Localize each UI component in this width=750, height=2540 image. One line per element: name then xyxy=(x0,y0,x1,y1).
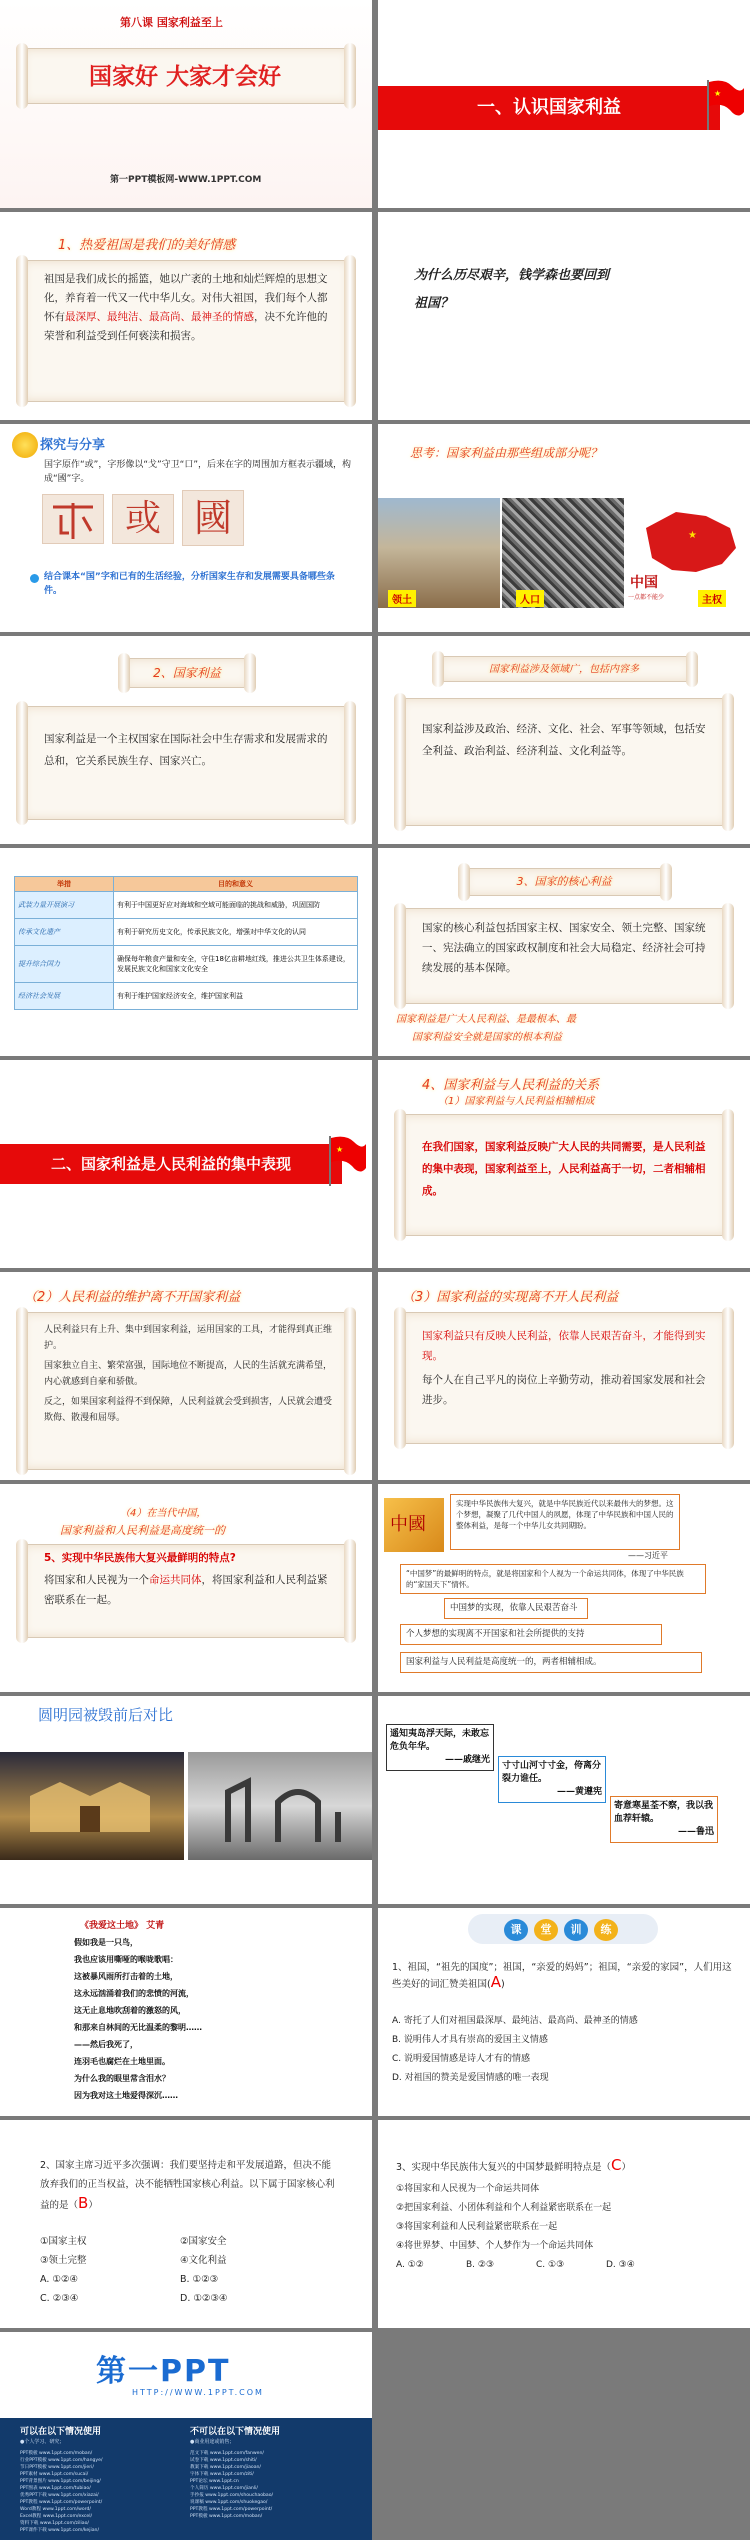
poem-title: 《我爱这土地》 艾青 xyxy=(80,1921,165,1931)
badge-letter: 训 xyxy=(564,1919,588,1941)
slide-realization xyxy=(378,1272,750,1480)
label-territory: 领土 xyxy=(388,590,416,607)
footer-link[interactable]: PPT教程 www.1ppt.com/powerpoint/ xyxy=(190,2507,273,2512)
footer-line-1: 国家利益是广大人民利益、是最根本、最 xyxy=(396,1014,576,1025)
option-a: A. 寄托了人们对祖国最深厚、最纯洁、最高尚、最神圣的情感 xyxy=(392,2016,638,2026)
poem-line: 这无止息地吹刮着的激怒的风， xyxy=(74,2006,186,2015)
question-end: ) xyxy=(500,1979,505,1990)
site-url: 第一PPT模板网-WWW.1PPT.COM xyxy=(110,175,262,185)
answer-highlight: 命运共同体 xyxy=(149,1574,202,1586)
row-measure: 传承文化遗产 xyxy=(15,919,114,946)
slide-core-interest xyxy=(378,848,750,1056)
option-b: B. ①②③ xyxy=(180,2274,219,2285)
option-c: C. ①③ xyxy=(536,2260,565,2270)
svg-text:中國: 中國 xyxy=(390,1514,426,1535)
question-2 xyxy=(40,2156,340,2215)
row-purpose: 有利于研究历史文化，传承民族文化，增强对中华文化的认同 xyxy=(114,919,358,946)
footer-link[interactable]: 教案下载 www.1ppt.com/jiaoan/ xyxy=(190,2465,261,2470)
items-list xyxy=(396,2180,736,2275)
option-b: B. 说明伟人才具有崇高的爱国主义情感 xyxy=(392,2035,548,2045)
cannot-use-title: 不可以在以下情况使用 xyxy=(190,2427,281,2437)
slide-heading: 2、国家利益 xyxy=(153,666,221,680)
option-d: D. ①②③④ xyxy=(180,2293,228,2304)
slide-subheading: 国家利益和人民利益是高度统一的 xyxy=(60,1524,225,1537)
slide-explore xyxy=(0,424,372,632)
options-list xyxy=(392,2012,736,2088)
poem-lines xyxy=(74,1934,314,2104)
slide-relationship xyxy=(378,1060,750,1268)
body-highlight: 最深厚、最纯洁、最高尚、最神圣的情感 xyxy=(65,311,254,323)
footer-line-2: 国家利益安全就是国家的根本利益 xyxy=(412,1032,562,1043)
slide-title: 圆明园被毁前后对比 xyxy=(38,1706,174,1724)
slide-heading: 国家利益涉及领域广，包括内容多 xyxy=(489,664,639,675)
slide-national-interest xyxy=(0,636,372,844)
poem-2-author: ——黄遵宪 xyxy=(556,1787,602,1797)
slide-heading: 3、国家的核心利益 xyxy=(516,875,612,888)
item-2: ②国家安全 xyxy=(180,2236,227,2247)
row-purpose: 确保每年粮食产量和安全，守住18亿亩耕地红线，推进公共卫生体系建设，发展民族文化和国家文化安全 xyxy=(114,946,358,983)
slide-heading: （4）在当代中国， xyxy=(120,1508,207,1519)
slide-heading: 4、国家利益与人民利益的关系 xyxy=(422,1078,600,1093)
item-2: ②把国家利益、小团体利益和个人利益紧密联系在一起 xyxy=(396,2203,612,2213)
answer-mark: C xyxy=(611,2156,622,2174)
china-text: 中国 xyxy=(630,575,658,591)
slide-cover xyxy=(0,0,372,208)
slide-practice-1 xyxy=(378,1908,750,2116)
header-measure: 举措 xyxy=(15,877,114,892)
poem-box-2 xyxy=(498,1756,606,1803)
poem-2: 寸寸山河寸寸金，侉离分裂力谁任。 xyxy=(502,1761,602,1784)
question-text: 为什么历尽艰辛，钱学森也要回到祖国？ xyxy=(414,268,610,311)
slide-section-1 xyxy=(378,0,750,208)
slide-practice-3 xyxy=(378,2120,750,2328)
body-text-3: 反之，如果国家利益得不到保障，人民利益就会受到损害，人民就会遭受欺侮、散漫和屈辱。 xyxy=(44,1397,333,1423)
body-text: 在我们国家，国家利益反映广大人民的共同需要，是人民利益的集中表现，国家利益至上，人民利益高于一切，二者相辅相成。 xyxy=(422,1141,706,1197)
measures-table xyxy=(14,876,358,1010)
china-dream-image xyxy=(384,1498,444,1552)
body-text: 国家的核心利益包括国家主权、国家安全、领土完整、国家统一、宪法确立的国家政权制度和社会大局稳定、经济社会可持续发展的基本保障。 xyxy=(422,922,706,974)
question-3 xyxy=(396,2156,736,2177)
footer-link[interactable]: PPT模板 www.1ppt.com/moban/ xyxy=(190,2514,263,2519)
table-header-row xyxy=(15,877,358,892)
slide-yuanmingyuan xyxy=(0,1696,372,1904)
sun-icon xyxy=(12,432,38,458)
poem-line: 我也应该用嘶哑的喉咙歌唱： xyxy=(74,1955,178,1964)
practice-badge xyxy=(504,1918,624,1941)
item-3: ③领土完整 xyxy=(40,2255,87,2266)
body-highlight: 国家利益只有反映人民利益，依靠人民艰苦奋斗，才能得到实现。 xyxy=(422,1330,706,1362)
footer-link[interactable]: 个人简历 www.1ppt.com/jianli/ xyxy=(190,2486,258,2491)
item-3: ③将国家利益和人民利益紧密联系在一起 xyxy=(396,2222,558,2232)
body-highlight: 人民利益只有上升、集中到国家利益，运用国家的工具，才能得到真正维护。 xyxy=(44,1325,333,1351)
footer-link[interactable]: 字体下载 www.1ppt.com/ziti/ xyxy=(190,2472,254,2477)
option-b: B. ②③ xyxy=(466,2260,495,2270)
dream-box-4: 国家利益与人民利益是高度统一的，两者相辅相成。 xyxy=(400,1652,702,1673)
body-text-2: 每个人在自己平凡的岗位上辛勤劳动，推动着国家发展和社会进步。 xyxy=(422,1374,706,1406)
main-title: 国家好 大家才会好 xyxy=(88,64,281,90)
glyph-guo: 國 xyxy=(182,490,244,546)
after-image xyxy=(188,1752,372,1860)
can-use-title: 可以在以下情况使用 xyxy=(20,2427,102,2437)
before-image xyxy=(0,1752,184,1860)
dream-box-2: 中国梦的实现，依靠人民艰苦奋斗 xyxy=(444,1598,588,1619)
poem-line: 和那来自林间的无比温柔的黎明…… xyxy=(74,2023,202,2032)
explore-text: 国字原作“或”，字形像以“戈”守卫“口”，后来在字的周围加方框表示疆域，构成“國”字。 xyxy=(44,460,351,484)
footer-link[interactable]: PPT课件下载 www.1ppt.com/kejian/ xyxy=(20,2528,100,2533)
question-end: ） xyxy=(88,2200,98,2211)
answer-mark: B xyxy=(78,2194,89,2212)
question-text: 2、国家主席习近平多次强调：我们要坚持走和平发展道路，但决不能放弃我们的正当权益，决不能牺牲国家核心利益。以下属于国家核心利益的是（ xyxy=(40,2160,335,2211)
slide-china-dream xyxy=(378,1484,750,1692)
question-text: 3、实现中华民族伟大复兴的中国梦最鲜明特点是（ xyxy=(396,2162,612,2173)
row-measure: 武装力量开展演习 xyxy=(15,892,114,919)
row-purpose: 有利于维护国家经济安全，维护国家利益 xyxy=(114,983,358,1010)
option-c: C. ②③④ xyxy=(40,2293,79,2304)
poem-line: 这永远汹涌着我们的悲愤的河流， xyxy=(74,1989,194,1998)
option-c: C. 说明爱国情感是诗人才有的情感 xyxy=(392,2054,531,2064)
poem-1-author: ——戚继光 xyxy=(444,1755,490,1765)
question-end: ） xyxy=(621,2162,632,2173)
quote-box: 实现中华民族伟大复兴，就是中华民族近代以来最伟大的梦想。这个梦想，凝聚了几代中国人的夙愿，体现了中华民族和中国人民的整体利益，是每一个中华儿女共同期盼。 xyxy=(450,1494,680,1550)
question-1 xyxy=(392,1960,736,1992)
slide-measures-table xyxy=(0,848,372,1056)
poem-box-3 xyxy=(610,1796,718,1843)
poem-3-author: ——鲁迅 xyxy=(677,1827,714,1837)
slide-components xyxy=(378,424,750,632)
body-text-2: 国家独立自主、繁荣富强，国际地位不断提高，人民的生活就充满希望，内心就感到自豪和骄傲。 xyxy=(44,1361,333,1387)
slide-love-country xyxy=(0,212,372,420)
oracle-glyph-image xyxy=(42,494,104,544)
answer-part-2: ，将国家利益和人民利益紧密联系在一起。 xyxy=(44,1574,328,1606)
glyph-huo: 或 xyxy=(112,494,174,544)
item-1: ①将国家和人民视为一个命运共同体 xyxy=(396,2184,540,2194)
header-purpose: 目的和意义 xyxy=(114,877,358,892)
table-row xyxy=(15,983,358,1010)
link-column-1 xyxy=(20,2450,180,2534)
option-d: D. 对祖国的赞美是爱国情感的唯一表现 xyxy=(392,2073,549,2083)
item-4: ④文化利益 xyxy=(180,2255,227,2266)
explore-label: 探究与分享 xyxy=(40,438,106,453)
ruins-icon xyxy=(188,1752,372,1860)
slide-poem-ai-qing xyxy=(0,1908,372,2116)
question-text: 1、祖国，“祖先的国度”；祖国，“亲爱的妈妈”；祖国，“亲爱的家园”，人们用这些美好的词汇赞美祖国( xyxy=(392,1962,732,1990)
poem-line: 为什么我的眼里常含泪水？ xyxy=(74,2074,170,2083)
body-part-1: 祖国是我们成长的摇篮，她以广袤的土地和灿烂辉煌的思想文化，养育着一代又一代中华儿女。对伟大祖国，我们每个人都怀有 xyxy=(44,273,328,323)
row-purpose: 有利于中国更好应对海域和空域可能面临的挑战和威胁，巩固国防 xyxy=(114,892,358,919)
body-part-2: ，决不允许他的荣誉和利益受到任何亵渎和损害。 xyxy=(44,311,328,342)
section-bar: 一、认识国家利益 xyxy=(378,86,720,130)
table-row xyxy=(15,946,358,983)
slide-unity xyxy=(0,1484,372,1692)
slide-qian-xuesen xyxy=(378,212,750,420)
option-a: A. ①②④ xyxy=(40,2274,78,2285)
lesson-title: 第八课 国家利益至上 xyxy=(120,16,223,29)
explore-task: 结合课本“国”字和已有的生活经验，分析国家生存和发展需要具备哪些条件。 xyxy=(44,572,335,596)
poem-line: 这被暴风雨所打击着的土地， xyxy=(74,1972,178,1981)
red-flag-icon xyxy=(326,1134,368,1186)
link-column-2 xyxy=(190,2450,350,2520)
slide-heading: （2）人民利益的维护离不开国家利益 xyxy=(24,1290,241,1305)
dream-box-3: 个人梦想的实现离不开国家和社会所提供的支持 xyxy=(400,1624,662,1645)
answer-mark: A xyxy=(490,1973,501,1991)
svg-text:★: ★ xyxy=(688,530,697,541)
options-row xyxy=(396,2256,736,2275)
dream-box-1: “中国梦”的最鲜明的特点，就是将国家和个人视为一个命运共同体，体现了中华民族的“家国天下”情怀。 xyxy=(400,1564,706,1594)
row-measure: 提升综合国力 xyxy=(15,946,114,983)
footer-link[interactable]: Excel教程 www.1ppt.com/excel/ xyxy=(20,2514,93,2519)
china-sub: 一点都不能少 xyxy=(628,594,665,601)
footer-link[interactable]: 说课稿 www.1ppt.com/shuokegao/ xyxy=(190,2500,268,2505)
think-heading: 思考：国家利益由那些组成部分呢？ xyxy=(410,446,603,460)
table-row xyxy=(15,892,358,919)
footer-link[interactable]: 优秀PPT下载 www.1ppt.com/xiazai/ xyxy=(20,2493,99,2498)
poem-1: 遥知夷岛浮天际，未敢忘危负年华。 xyxy=(390,1729,490,1752)
footer-link[interactable]: Word教程 www.1ppt.com/word/ xyxy=(20,2507,91,2512)
red-flag-icon xyxy=(704,78,746,130)
slide-heading: （3）国家利益的实现离不开人民利益 xyxy=(402,1290,619,1305)
slide-subheading: （1）国家利益与人民利益相辅相成 xyxy=(438,1096,595,1107)
bullet-icon xyxy=(30,574,39,583)
logo-text: 第一PPT xyxy=(96,2354,231,2389)
footer-link[interactable]: 范文下载 www.1ppt.com/fanwen/ xyxy=(190,2451,264,2456)
badge-letter: 练 xyxy=(594,1919,618,1941)
slide-copyright xyxy=(0,2332,372,2540)
footer-link[interactable]: 试卷下载 www.1ppt.com/shiti/ xyxy=(190,2458,257,2463)
poem-3: 寄意寒星荃不察，我以我血荐轩辕。 xyxy=(614,1801,714,1824)
logo-url: HTTP://WWW.1PPT.COM xyxy=(132,2388,264,2397)
row-measure: 经济社会发展 xyxy=(15,983,114,1010)
poem-box-1 xyxy=(386,1724,494,1771)
section-bar: 二、国家利益是人民利益的集中表现 xyxy=(0,1144,342,1184)
palace-icon xyxy=(0,1752,184,1860)
body-text xyxy=(44,270,334,346)
slide-fields xyxy=(378,636,750,844)
footer-link[interactable]: 资料下载 www.1ppt.com/ziliao/ xyxy=(20,2521,89,2526)
svg-text:★: ★ xyxy=(336,1145,344,1154)
answer-part-1: 将国家和人民视为一个 xyxy=(44,1574,149,1586)
footer-link[interactable]: PPT教程 www.1ppt.com/powerpoint/ xyxy=(20,2500,103,2505)
footer-link[interactable]: PPT图表 www.1ppt.com/tubiao/ xyxy=(20,2486,91,2491)
can-use-sub: ●个人学习、研究； xyxy=(20,2439,65,2445)
slide-practice-2 xyxy=(0,2120,372,2328)
dream-icon xyxy=(384,1498,444,1552)
poem-line: 连羽毛也腐烂在土地里面。 xyxy=(74,2057,170,2066)
poem-line: 假如我是一只鸟， xyxy=(74,1938,138,1947)
footer-link[interactable]: 手抄报 www.1ppt.com/shouchaobao/ xyxy=(190,2493,274,2498)
body-text: 国家利益涉及政治、经济、文化、社会、军事等领域，包括安全利益、政治利益、经济利益、文化利益等。 xyxy=(422,723,706,757)
footer-link[interactable]: 行业PPT模板 www.1ppt.com/hangye/ xyxy=(20,2458,103,2463)
oracle-glyph-icon xyxy=(43,495,103,543)
slide-heading: 1、热爱祖国是我们的美好情感 xyxy=(58,238,236,253)
footer-link[interactable]: PPT背景图片 www.1ppt.com/beijing/ xyxy=(20,2479,101,2484)
svg-text:★: ★ xyxy=(714,89,722,98)
body-text: 国家利益是一个主权国家在国际社会中生存需求和发展需求的总和，它关系民族生存、国家兴亡。 xyxy=(44,733,328,767)
footer-link[interactable]: 节日PPT模板 www.1ppt.com/jieri/ xyxy=(20,2465,94,2470)
item-4: ④将世界梦、中国梦、个人梦作为一个命运共同体 xyxy=(396,2241,594,2251)
poem-line: 因为我对这土地爱得深沉…… xyxy=(74,2091,178,2100)
cannot-use-sub: ●商业用途或销售； xyxy=(190,2439,235,2445)
question-text: 5、实现中华民族伟大复兴最鲜明的特点? xyxy=(44,1552,236,1564)
badge-letter: 堂 xyxy=(534,1919,558,1941)
poem-line: ——然后我死了， xyxy=(74,2040,138,2049)
option-d: D. ③④ xyxy=(606,2260,635,2270)
table-row xyxy=(15,919,358,946)
answer-text xyxy=(44,1570,334,1610)
items-grid xyxy=(40,2232,340,2308)
label-sovereignty: 主权 xyxy=(698,590,726,607)
badge-letter: 课 xyxy=(504,1919,528,1941)
slide-people-interest xyxy=(0,1272,372,1480)
slide-patriot-poems xyxy=(378,1696,750,1904)
footer-link[interactable]: PPT论坛 www.1ppt.cn xyxy=(190,2479,239,2484)
empty-cell xyxy=(378,2332,750,2537)
slide-section-2 xyxy=(0,1060,372,1268)
footer-link[interactable]: PPT模板 www.1ppt.com/moban/ xyxy=(20,2451,93,2456)
label-population: 人口 xyxy=(516,590,544,607)
footer-link[interactable]: PPT素材 www.1ppt.com/sucai/ xyxy=(20,2472,89,2477)
quote-author: ——习近平 xyxy=(628,1551,668,1560)
item-1: ①国家主权 xyxy=(40,2236,87,2247)
option-a: A. ①② xyxy=(396,2260,424,2270)
